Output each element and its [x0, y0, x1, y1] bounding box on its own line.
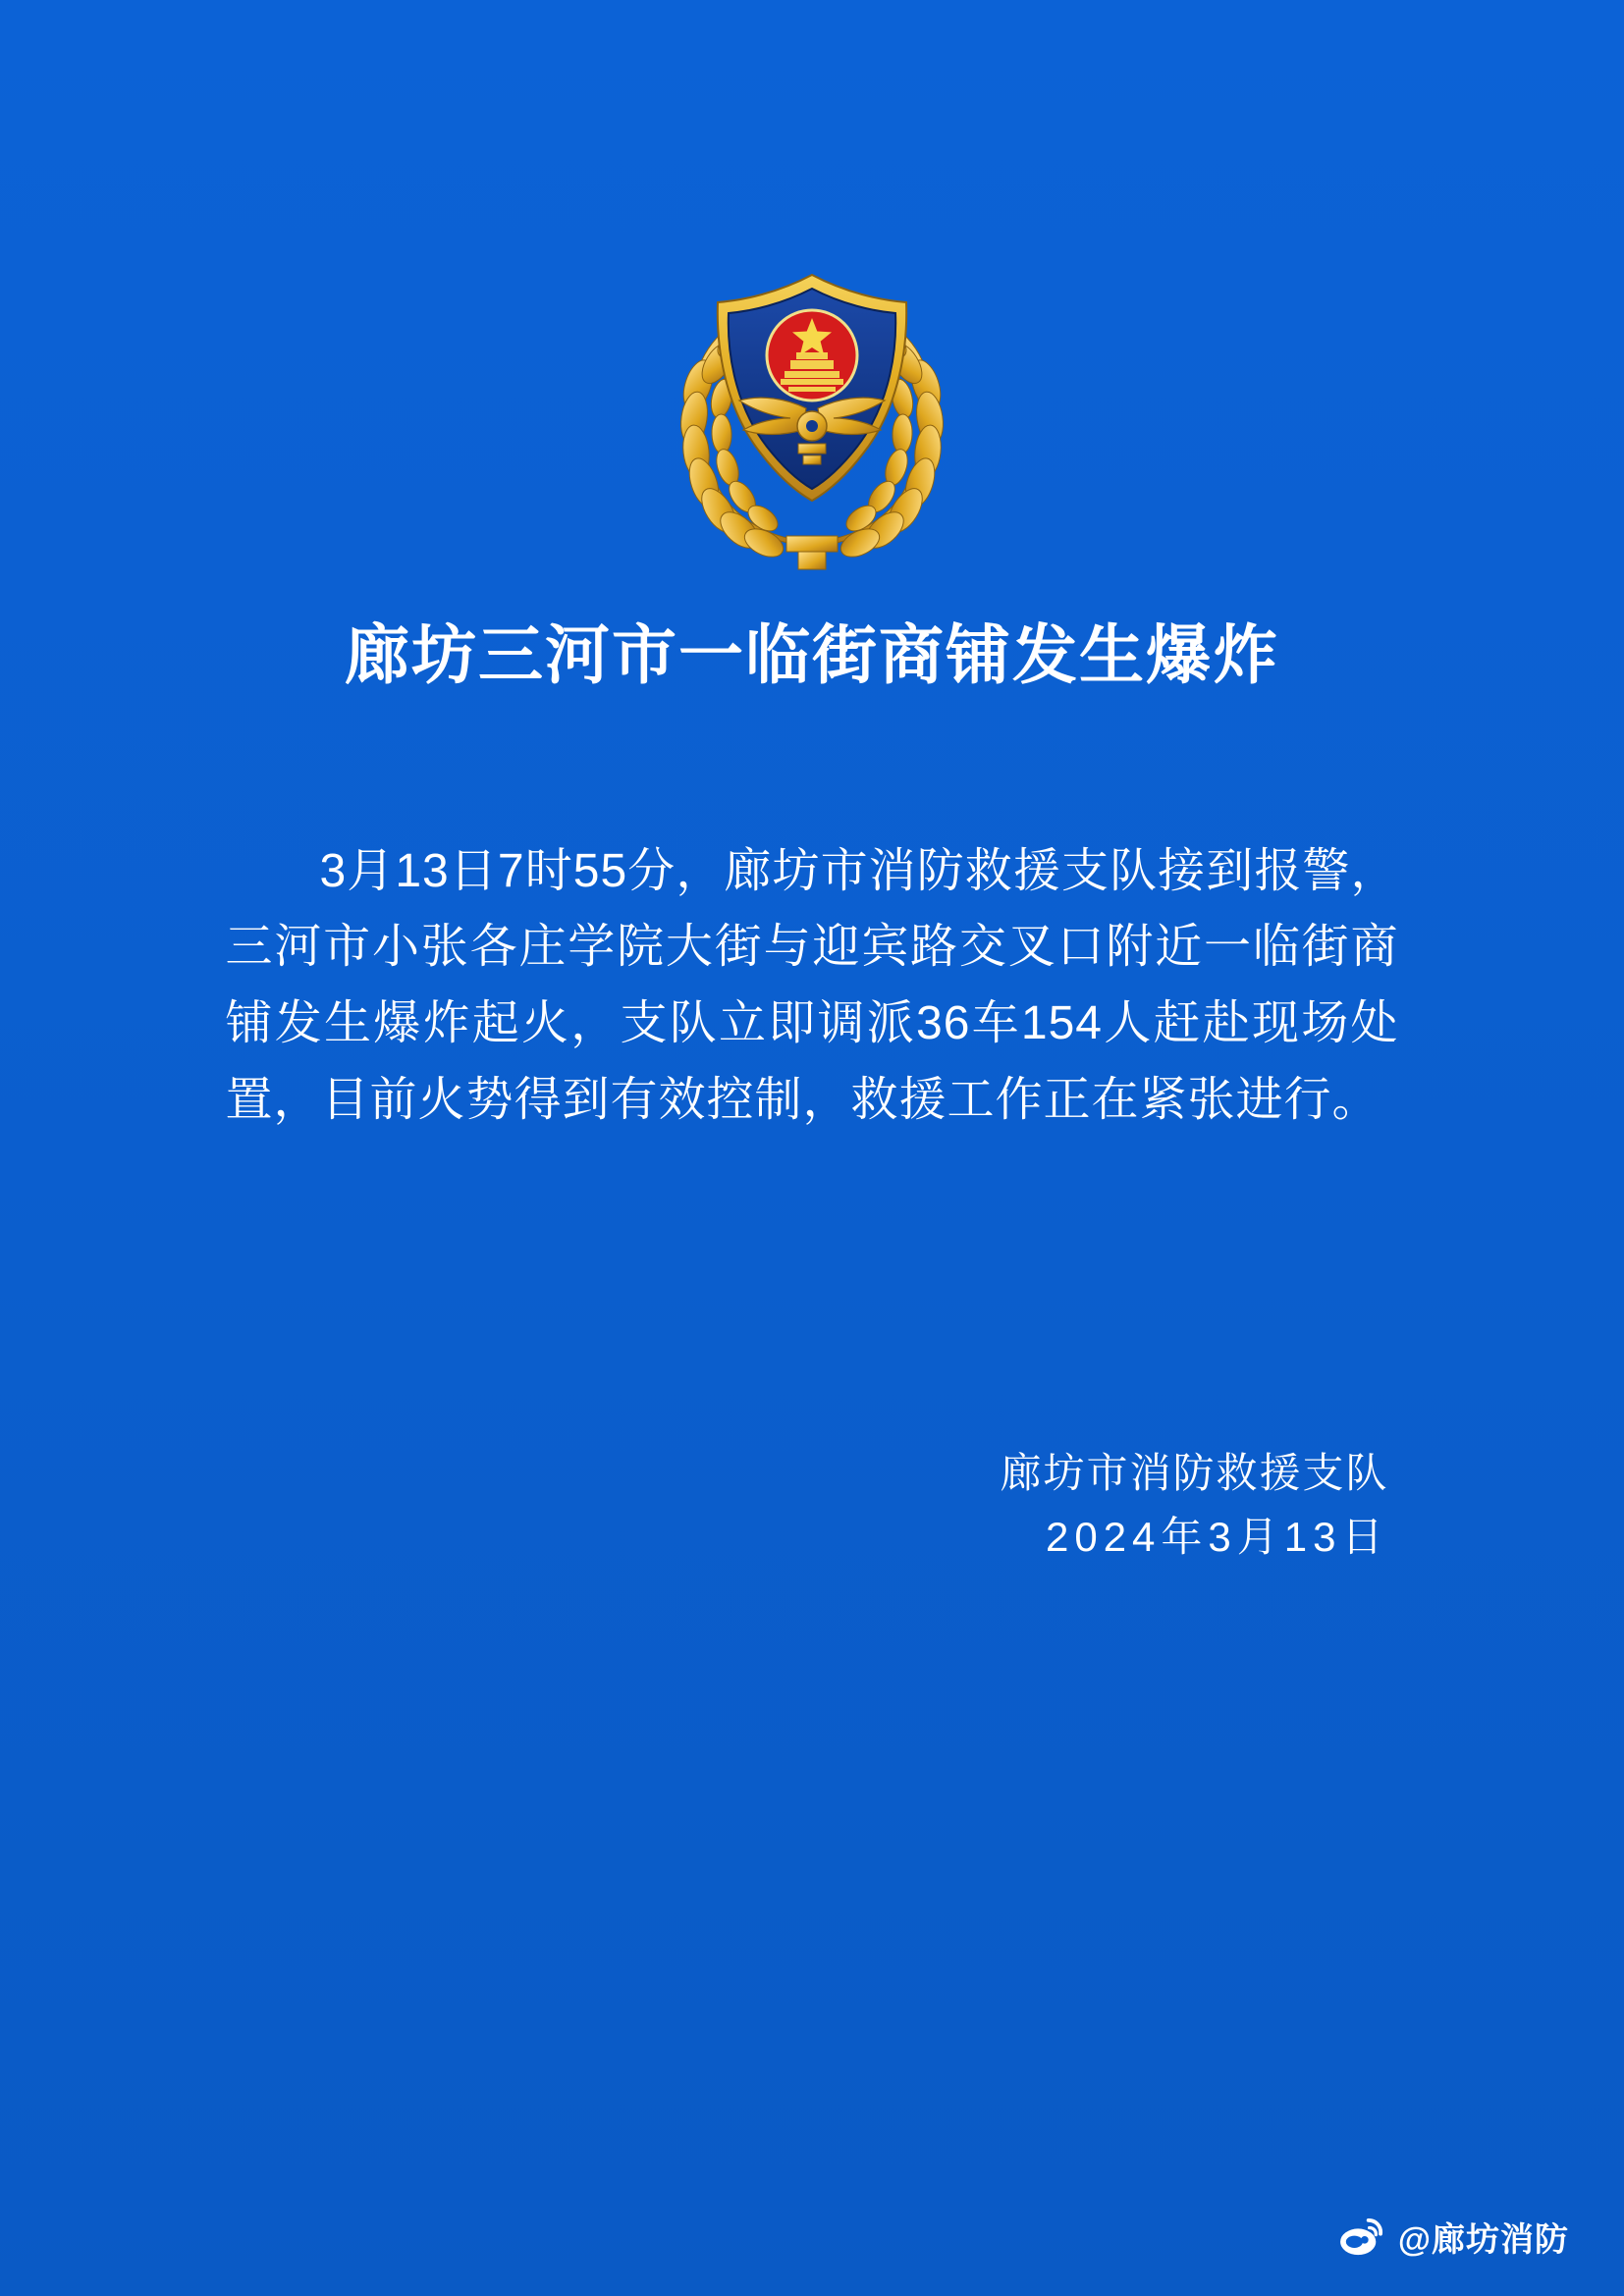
weibo-handle[interactable]: @廊坊消防 [1397, 2221, 1569, 2259]
signature-date: 2024年3月13日 [1045, 1513, 1389, 1560]
weibo-footer[interactable] [1339, 2213, 1569, 2261]
notice-body: 3月13日7时55分，廊坊市消防救援支队接到报警，三河市小张各庄学院大街与迎宾路交叉口附近一临街商铺发生爆炸起火，支队立即调派36车154人赶赴现场处置，目前火势得到有效控制，救援工作正在紧张进行。 [225, 844, 1399, 1126]
signature-block [226, 1441, 1399, 1569]
page-title: 廊坊三河市一临街商铺发生爆炸 [345, 618, 1279, 691]
police-fire-emblem-icon [616, 232, 1008, 585]
weibo-icon [1339, 2217, 1384, 2257]
signature-organization: 廊坊市消防救援支队 [1000, 1449, 1389, 1496]
